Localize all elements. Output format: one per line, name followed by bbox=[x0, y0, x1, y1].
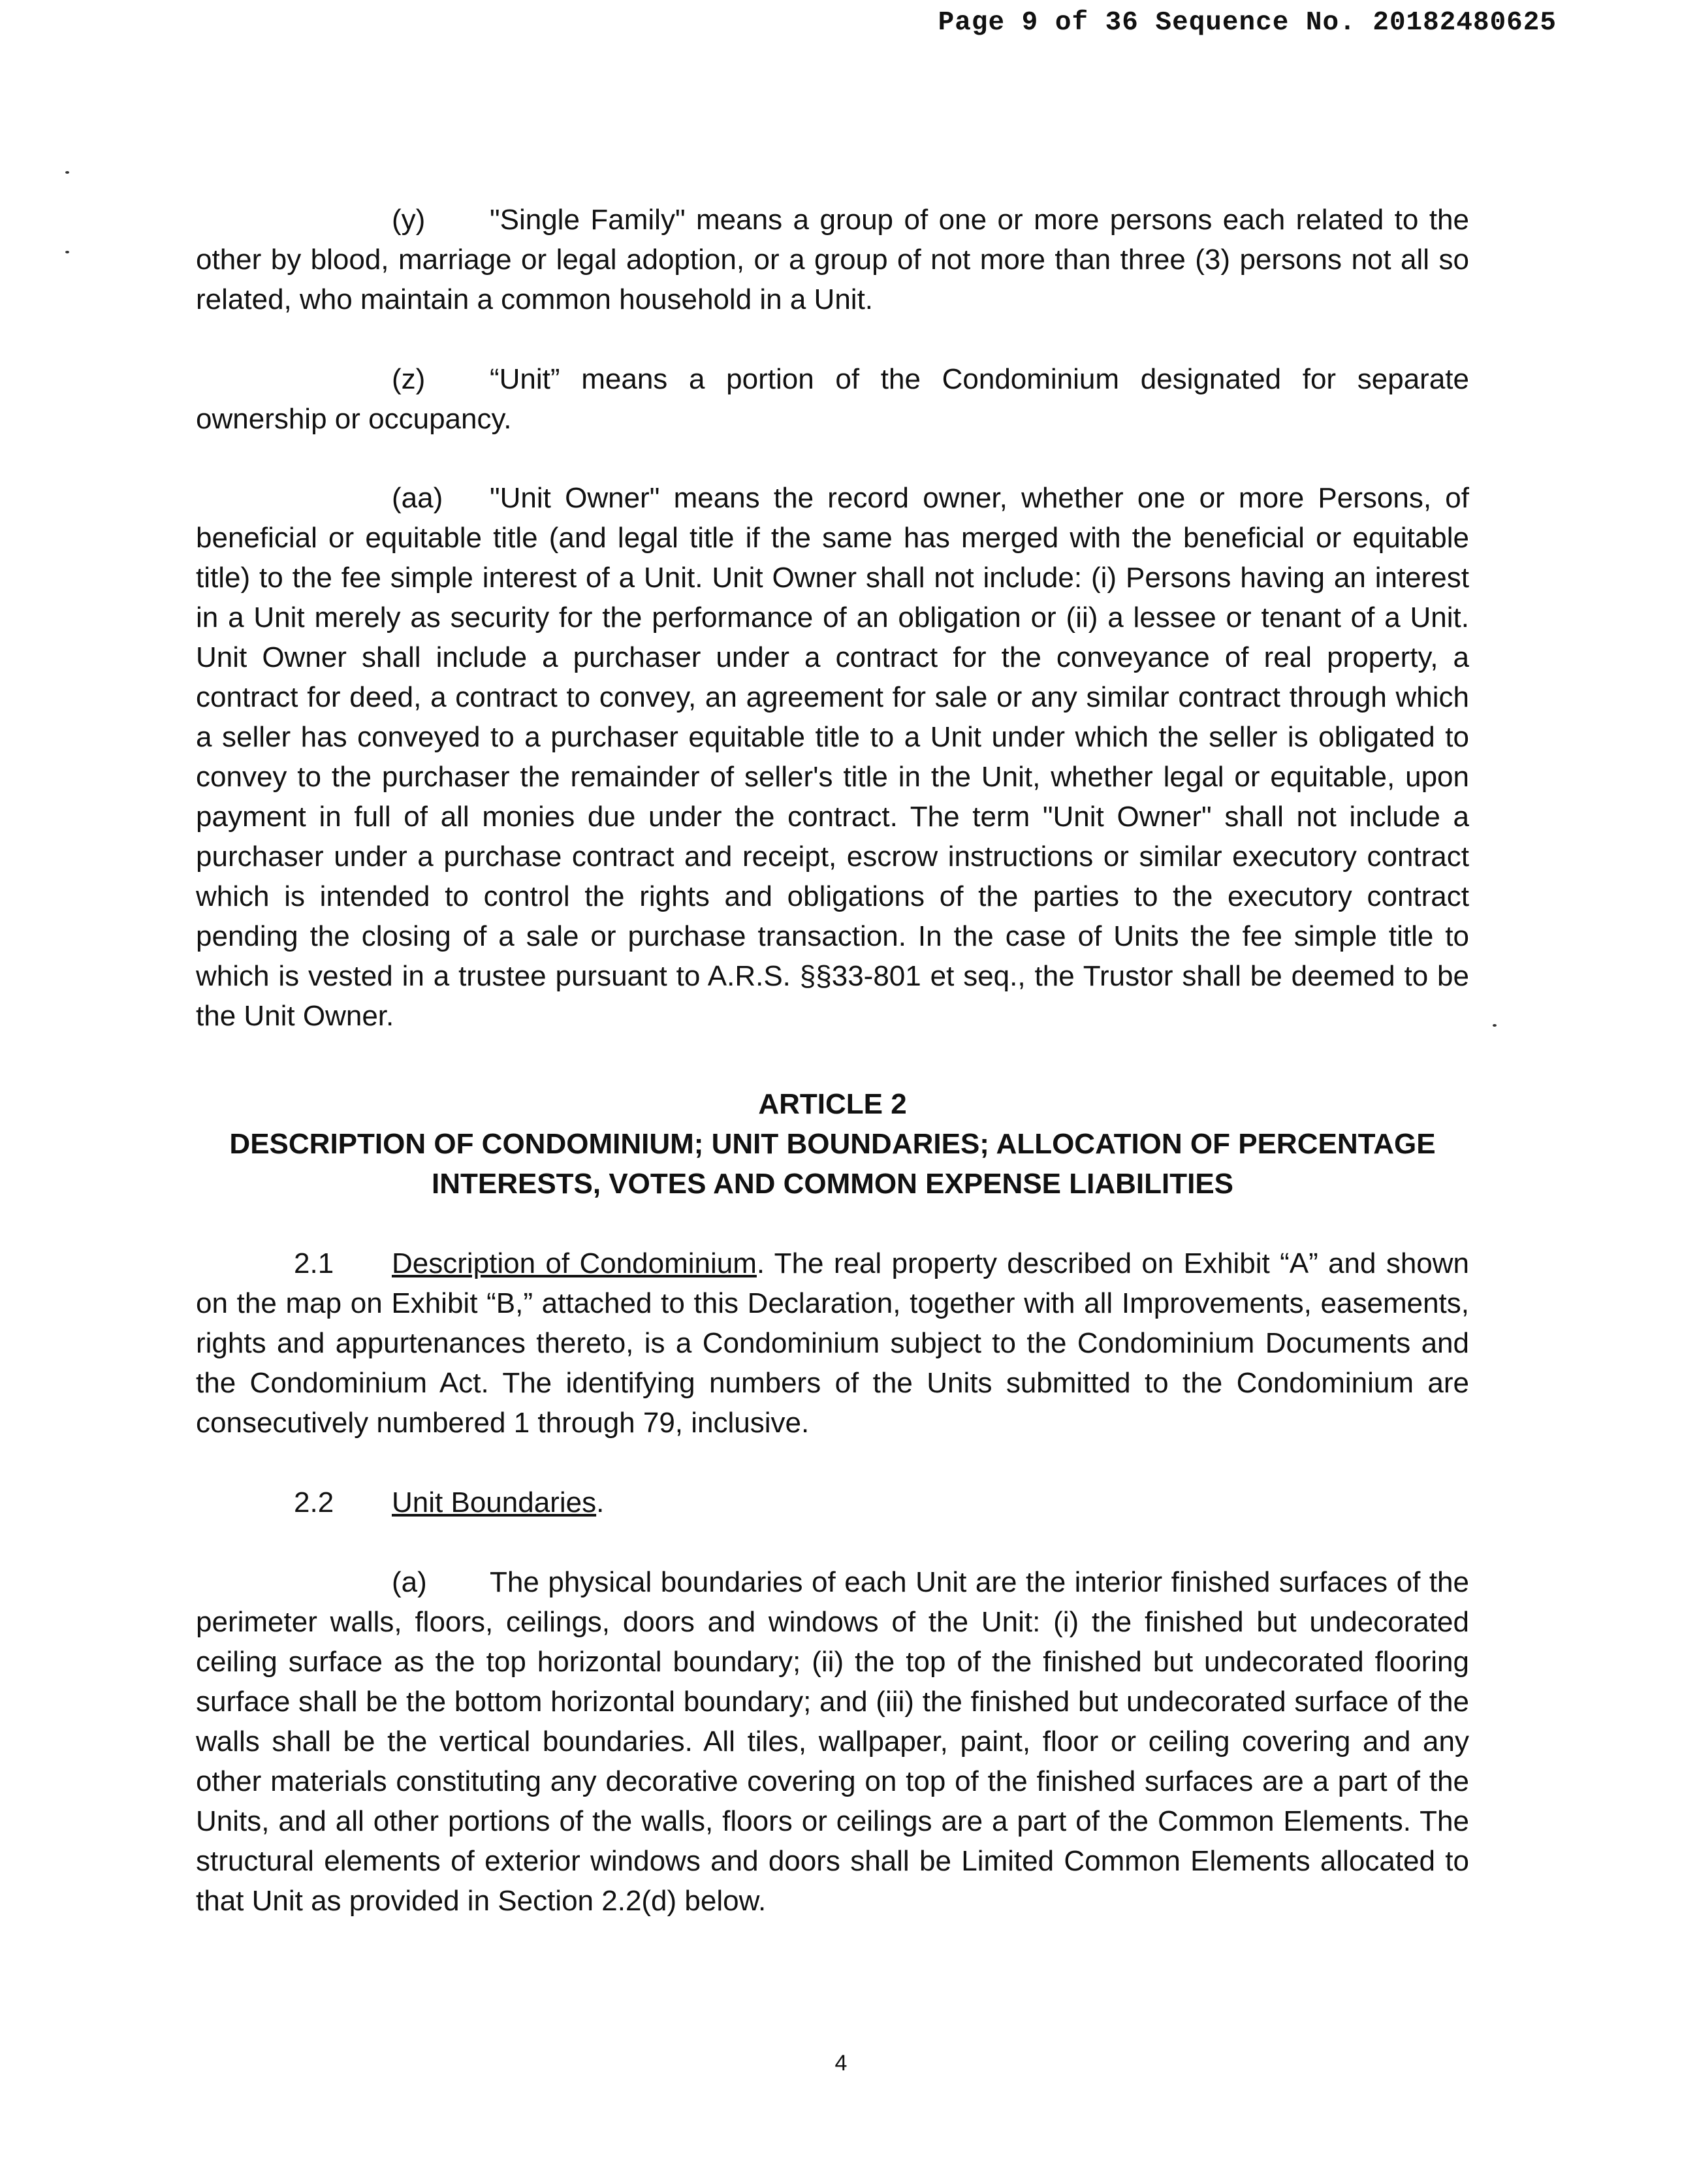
scan-speck bbox=[65, 171, 69, 174]
paragraph-y-label: (y) bbox=[392, 204, 426, 236]
section-2-1-heading: Description of Condominium bbox=[392, 1247, 757, 1279]
section-2-2-number: 2.2 bbox=[294, 1486, 334, 1518]
article-title-line-1: DESCRIPTION OF CONDOMINIUM; UNIT BOUNDARIES; ALLOCATION OF PERCENTAGE bbox=[229, 1128, 1436, 1160]
section-2-2-a-label: (a) bbox=[392, 1566, 427, 1598]
page-sequence-header: Page 9 of 36 Sequence No. 20182480625 bbox=[938, 8, 1557, 38]
paragraph-z bbox=[196, 359, 1469, 439]
section-2-2 bbox=[294, 1483, 604, 1522]
scan-speck bbox=[1493, 1024, 1497, 1027]
paragraph-y-text: "Single Family" means a group of one or more persons each related to the other by blood, marriage or legal adoption, or a group of not more than three (3) persons not all so related, who maintain a common household in a Unit. bbox=[196, 204, 1469, 315]
paragraph-aa bbox=[196, 478, 1469, 1036]
section-2-2-period: . bbox=[596, 1486, 605, 1518]
section-2-2-heading: Unit Boundaries bbox=[392, 1486, 597, 1518]
paragraph-z-label: (z) bbox=[392, 363, 426, 395]
article-title-line-2: INTERESTS, VOTES AND COMMON EXPENSE LIABILITIES bbox=[431, 1168, 1234, 1200]
paragraph-z-text: “Unit” means a portion of the Condominium designated for separate ownership or occupancy. bbox=[196, 363, 1469, 435]
paragraph-aa-label: (aa) bbox=[392, 482, 443, 514]
section-2-2-a bbox=[196, 1562, 1469, 1921]
section-2-1 bbox=[196, 1244, 1469, 1443]
page-number: 4 bbox=[834, 2051, 848, 2076]
article-number: ARTICLE 2 bbox=[758, 1088, 907, 1120]
section-2-1-text: . The real property described on Exhibit “A” and shown on the map on Exhibit “B,” attached to this Declaration, together with all Improvements, easements, rights and appurtenances thereto, is a Condominium subject to the Condominium Documents and the Condominium Act. The identifying numbers of the Units submitted to the Condominium are consecutively numbered 1 through 79, inclusive. bbox=[196, 1247, 1470, 1439]
section-2-1-number: 2.1 bbox=[294, 1247, 334, 1279]
paragraph-aa-text: "Unit Owner" means the record owner, whether one or more Persons, of beneficial or equitable title (and legal title if the same has merged with the beneficial or equitable title) to the fee simple interest of a Unit. Unit Owner shall not include: (i) Persons having an interest in a Unit merely as security for the performance of an obligation or (ii) a lessee or tenant of a Unit. Unit Owner shall include a purchaser under a contract for the conveyance of real property, a contract for deed, a contract to convey, an agreement for sale or any similar contract through which a seller has conveyed to a purchaser equitable title to a Unit under which the seller is obligated to convey to the purchaser the remainder of seller's title in the Unit, whether legal or equitable, upon payment in full of all monies due under the contract. The term "Unit Owner" shall not include a purchaser under a purchase contract and receipt, escrow instructions or similar executory contract which is intended to control the rights and obligations of the parties to the executory contract pending the closing of a sale or purchase transaction. In the case of Units the fee simple title to which is vested in a trustee pursuant to A.R.S. §§33-801 et seq., the Trustor shall be deemed to be the Unit Owner. bbox=[196, 482, 1469, 1032]
scan-speck bbox=[65, 251, 69, 253]
section-2-2-a-text: The physical boundaries of each Unit are the interior finished surfaces of the perimeter walls, floors, ceilings, doors and windows of the Unit: (i) the finished but undecorated ceiling surface as the top horizontal boundary; (ii) the top of the finished but undecorated flooring surface shall be the bottom horizontal boundary; and (iii) the finished but undecorated surface of the walls shall be the vertical boundaries. All tiles, wallpaper, paint, floor or ceiling covering and any other materials constituting any decorative covering on top of the finished surfaces are a part of the Units, and all other portions of the walls, floors or ceilings are a part of the Common Elements. The structural elements of exterior windows and doors shall be Limited Common Elements allocated to that Unit as provided in Section 2.2(d) below. bbox=[196, 1566, 1469, 1917]
paragraph-y bbox=[196, 200, 1469, 319]
